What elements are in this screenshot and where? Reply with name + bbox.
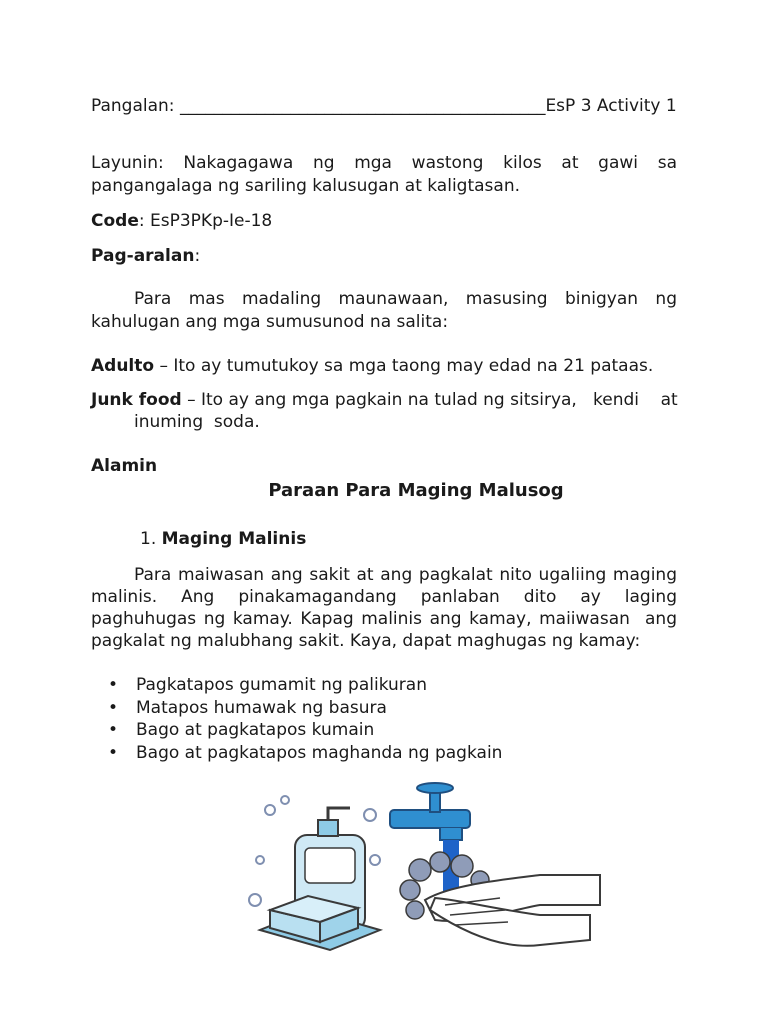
pagaralan-line [91, 245, 200, 267]
junkfood-line2: inuming soda. [134, 412, 260, 432]
code-sep: : [138, 211, 150, 231]
layunin-line1: Layunin: Nakagagawa ng mga wastong kilos at gawi sa [91, 153, 677, 173]
list-item: • Matapos humawak ng basura [108, 697, 502, 720]
pagaralan-label: Pag-aralan [91, 246, 195, 266]
adulto-term: Adulto [91, 356, 155, 376]
activity-label: EsP 3 Activity 1 [545, 96, 677, 116]
item1-title: Maging Malinis [161, 529, 307, 549]
code-line [91, 210, 272, 232]
adulto-line [91, 355, 653, 377]
junkfood-term: Junk food [91, 390, 182, 410]
name-label: Pangalan: [91, 96, 180, 116]
item1-number: 1. [140, 529, 157, 549]
para-line3: paghuhugas ng kamay. Kapag malinis ang kamay, maiiwasan ang [91, 609, 677, 629]
junkfood-line1 [91, 389, 681, 411]
intro-line2: kahulugan ang mga sumusunod na salita: [91, 312, 449, 332]
list-item: • Bago at pagkatapos maghanda ng pagkain [108, 742, 502, 765]
name-blank: ___________________________________________ [179, 96, 546, 116]
pagaralan-sep: : [194, 246, 201, 266]
handwashing-list [108, 674, 502, 764]
washing-hands-icon [400, 852, 600, 946]
code-value: EsP3PKp-Ie-18 [150, 211, 273, 231]
intro-line1: Para mas madaling maunawaan, masusing binigyan ng [134, 289, 677, 309]
section-title: Paraan Para Maging Malusog [268, 480, 564, 501]
layunin-line2: pangangalaga ng sariling kalusugan at kaligtasan. [91, 176, 521, 196]
item1-heading [140, 528, 306, 550]
para-line1: Para maiwasan ang sakit at ang pagkalat nito ugaliing maging [134, 565, 677, 585]
junkfood-def1: – Ito ay ang mga pagkain na tulad ng sitsirya, kendi at [181, 390, 678, 410]
faucet-icon [390, 783, 470, 900]
header-line [91, 95, 681, 117]
code-label: Code [91, 211, 139, 231]
alamin-label: Alamin [91, 456, 158, 476]
adulto-def: – Ito ay tumutukoy sa mga taong may edad na 21 pataas. [154, 356, 654, 376]
para-line4: pagkalat ng malubhang sakit. Kaya, dapat maghugas ng kamay: [91, 631, 641, 651]
para-line2: malinis. Ang pinakamagandang panlaban dito ay laging [91, 587, 677, 607]
handwashing-illustration [240, 780, 680, 960]
list-item: • Bago at pagkatapos kumain [108, 719, 502, 742]
list-item: • Pagkatapos gumamit ng palikuran [108, 674, 502, 697]
